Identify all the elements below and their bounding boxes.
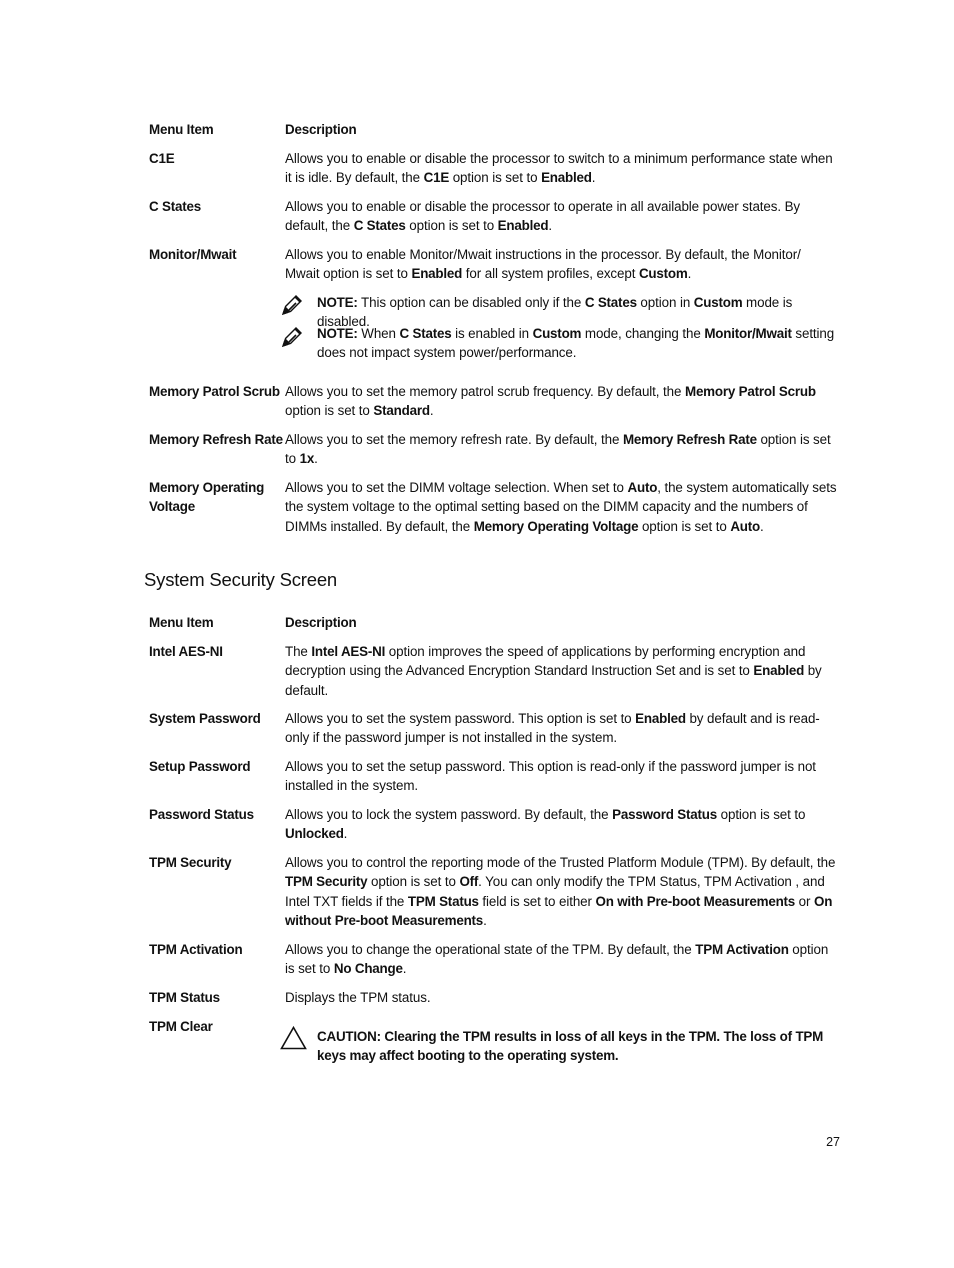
- page-number: 27: [826, 1135, 840, 1149]
- table2-row-description: Allows you to lock the system password. By default, the Password Status option is set to Unlocked.: [285, 807, 806, 842]
- table1-row-description: Allows you to enable or disable the processor to switch to a minimum performance state when it is idle. By default, the C1E option is set to Enabled.: [285, 151, 833, 186]
- bold-term: Custom: [638, 266, 688, 282]
- table2-row-item: Password Status: [149, 807, 254, 822]
- table2-row-description: The Intel AES-NI option improves the speed of applications by performing encryption and decryption using the Advanced Encryption Standard Instruction Set and is set to Enabled by default.: [285, 644, 822, 698]
- bold-term: Password Status: [612, 807, 717, 822]
- bold-term: Off: [459, 874, 479, 890]
- table1-row-description: Allows you to set the memory patrol scrub frequency. By default, the Memory Patrol Scrub option is set to Standard.: [285, 384, 816, 419]
- table1-row-item: C1E: [149, 151, 175, 166]
- table1-row-item: Memory Patrol Scrub: [149, 384, 280, 399]
- bold-term: Memory Patrol Scrub: [684, 384, 816, 399]
- note-pencil-icon: [280, 325, 304, 349]
- bold-term: Enabled: [753, 663, 805, 679]
- table1-row-description: Allows you to set the memory refresh rate. By default, the Memory Refresh Rate option is set to 1x.: [285, 432, 831, 467]
- table2-row-item: Intel AES-NI: [149, 644, 223, 659]
- table1-row-description: Allows you to enable or disable the processor to operate in all available power states. By default, the C States option is set to Enabled.: [285, 199, 801, 234]
- table1-row-description: Allows you to enable Monitor/Mwait instructions in the processor. By default, the Monitor/ Mwait option is set to Enabled for all system profiles, except Custom.: [285, 247, 801, 282]
- bold-term: Memory Refresh Rate: [622, 432, 757, 447]
- bold-term: No Change: [333, 961, 403, 977]
- note-text: NOTE: This option can be disabled only if the C States option in Custom mode is disabled.: [317, 295, 793, 330]
- bold-term: On with Pre-boot Measurements: [595, 893, 796, 909]
- bold-term: Unlocked: [285, 826, 344, 842]
- bold-term: Custom: [532, 326, 582, 341]
- note-text: NOTE: When C States is enabled in Custom mode, changing the Monitor/Mwait setting does not impact system power/performance.: [317, 326, 835, 361]
- table2-row-item: TPM Status: [149, 990, 220, 1005]
- bold-term: Auto: [730, 518, 761, 534]
- bold-term: TPM Security: [285, 874, 368, 890]
- section-heading: System Security Screen: [144, 569, 338, 590]
- table2-row-item: TPM Clear: [149, 1019, 213, 1034]
- table1-header-menu-item: Menu Item: [149, 122, 214, 137]
- bold-term: Enabled: [541, 170, 592, 186]
- table1-row-item: C States: [149, 199, 201, 214]
- bold-term: NOTE:: [317, 326, 358, 341]
- table1-row-item: Memory Refresh Rate: [149, 432, 283, 447]
- table1-row-description: Allows you to set the DIMM voltage selection. When set to Auto, the system automatically sets the system voltage to the optimal setting based on the DIMM capacity and the numbers of DIMMs installed. By default, the Memory Operating Voltage option is set to Auto.: [285, 480, 837, 534]
- bold-term: Memory Operating Voltage: [473, 518, 639, 534]
- table2-row-description: Allows you to control the reporting mode of the Trusted Platform Module (TPM). By default, the TPM Security option is set to Off. You can only modify the TPM Status, TPM Activation , and Intel TXT fields if the TPM Status field is set to either On with Pre-boot Measurements or On without Pre-boot Measurements.: [285, 855, 836, 928]
- bold-term: Monitor/Mwait: [704, 326, 792, 341]
- table2-row-item: System Password: [149, 711, 261, 726]
- table2-row-item: TPM Security: [149, 855, 232, 870]
- table1-row-item: Memory Operating Voltage: [149, 480, 265, 514]
- bold-term: C States: [399, 326, 452, 341]
- table2-row-item: Setup Password: [149, 759, 251, 774]
- caution-triangle-icon: [280, 1026, 307, 1050]
- bold-term: 1x: [299, 451, 315, 467]
- table1-row-item: Monitor/Mwait: [149, 247, 237, 262]
- bold-term: On without Pre-boot Measurements: [285, 893, 833, 928]
- bold-term: Enabled: [497, 218, 549, 234]
- bold-term: Enabled: [635, 711, 686, 726]
- bold-term: NOTE:: [317, 295, 358, 310]
- table1-header-description: Description: [285, 122, 357, 137]
- bold-term: TPM Status: [407, 893, 479, 909]
- bold-term: Enabled: [411, 266, 463, 282]
- table2-row-description: Displays the TPM status.: [285, 990, 431, 1005]
- note-pencil-icon: [280, 293, 304, 317]
- bold-term: Custom: [693, 295, 743, 310]
- bold-term: Auto: [627, 480, 658, 495]
- bold-term: C States: [584, 295, 637, 310]
- table2-row-description: Allows you to set the system password. This option is set to Enabled by default and is read-only if the password jumper is not installed in the system.: [285, 711, 820, 746]
- bold-term: TPM Activation: [695, 942, 789, 957]
- table2-header-menu-item: Menu Item: [149, 615, 214, 630]
- caution-text: CAUTION: Clearing the TPM results in loss of all keys in the TPM. The loss of TPM keys may affect booting to the operating system.: [317, 1029, 824, 1064]
- bold-term: C States: [353, 218, 406, 234]
- bold-term: Intel AES-NI: [311, 644, 386, 659]
- table2-row-description: Allows you to change the operational state of the TPM. By default, the TPM Activation option is set to No Change.: [285, 942, 829, 977]
- bold-term: Standard: [373, 403, 430, 419]
- table2-row-item: TPM Activation: [149, 942, 243, 957]
- bold-term: C1E: [423, 170, 450, 186]
- table2-row-description: Allows you to set the setup password. This option is read-only if the password jumper is not installed in the system.: [285, 759, 816, 794]
- table2-header-description: Description: [285, 615, 357, 630]
